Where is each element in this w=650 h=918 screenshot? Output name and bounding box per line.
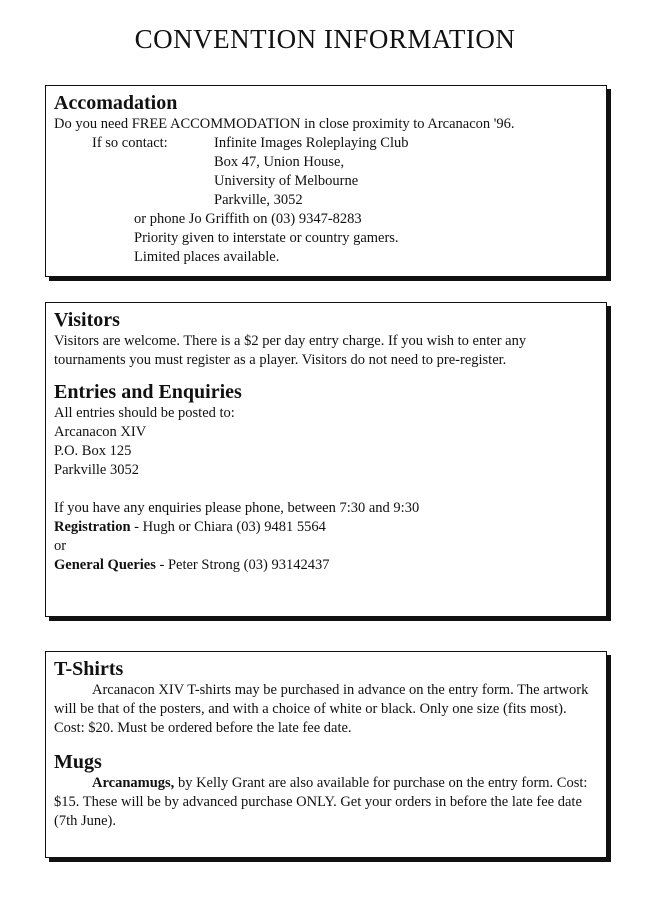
enquiries-text: If you have any enquiries please phone, between 7:30 and 9:30 — [54, 500, 420, 516]
contact-label: If so contact: — [92, 135, 168, 151]
address-line: Parkville, 3052 — [214, 192, 303, 208]
address-line: University of Melbourne — [214, 173, 359, 189]
merchandise-section — [45, 651, 607, 858]
accommodation-section — [45, 85, 607, 277]
registration-line — [54, 518, 598, 537]
registration-label: Registration — [54, 519, 131, 535]
mugs-body: by Kelly Grant are also available for purchase on the entry form. Cost: $15. These will be by advanced purchase ONLY. Get your orders in before the late fee date (7th June). — [54, 775, 588, 829]
entries-heading: Entries and Enquiries — [54, 381, 242, 403]
accommodation-phone: or phone Jo Griffith on (03) 9347-8283 — [134, 211, 362, 227]
mugs-heading: Mugs — [54, 751, 102, 773]
tshirts-text: Arcanacon XIV T-shirts may be purchased in advance on the entry form. The artwork will be that of the posters, and with a choice of white or black. Only one size (fits most). Cost: $20. Must be ordered before the late fee date. — [54, 682, 589, 736]
registration-text: - Hugh or Chiara (03) 9481 5564 — [130, 519, 326, 535]
accommodation-priority: Priority given to interstate or country gamers. — [134, 230, 399, 246]
accommodation-intro: Do you need FREE ACCOMMODATION in close proximity to Arcanacon '96. — [54, 116, 515, 132]
mugs-bold-lead: Arcanamugs, — [92, 775, 175, 791]
visitors-text: Visitors are welcome. There is a $2 per day entry charge. If you wish to enter any tournaments you must register as a player. Visitors do not need to pre-register. — [54, 333, 527, 368]
entries-address-line: Arcanacon XIV — [54, 424, 147, 440]
general-queries-line — [54, 556, 598, 575]
mugs-text — [54, 774, 598, 831]
visitors-entries-section — [45, 302, 607, 617]
visitors-heading: Visitors — [54, 309, 120, 331]
general-queries-label: General Queries — [54, 557, 156, 573]
or-text: or — [54, 538, 67, 554]
general-queries-text: - Peter Strong (03) 93142437 — [155, 557, 330, 573]
address-line: Infinite Images Roleplaying Club — [214, 135, 409, 151]
tshirts-heading: T-Shirts — [54, 658, 124, 680]
entries-address-line: Parkville 3052 — [54, 462, 139, 478]
accommodation-heading: Accomadation — [54, 92, 178, 114]
accommodation-limited: Limited places available. — [134, 249, 280, 265]
entries-address-line: P.O. Box 125 — [54, 443, 132, 459]
address-line: Box 47, Union House, — [214, 154, 345, 170]
page-title: CONVENTION INFORMATION — [134, 24, 516, 54]
entries-intro: All entries should be posted to: — [54, 405, 235, 421]
